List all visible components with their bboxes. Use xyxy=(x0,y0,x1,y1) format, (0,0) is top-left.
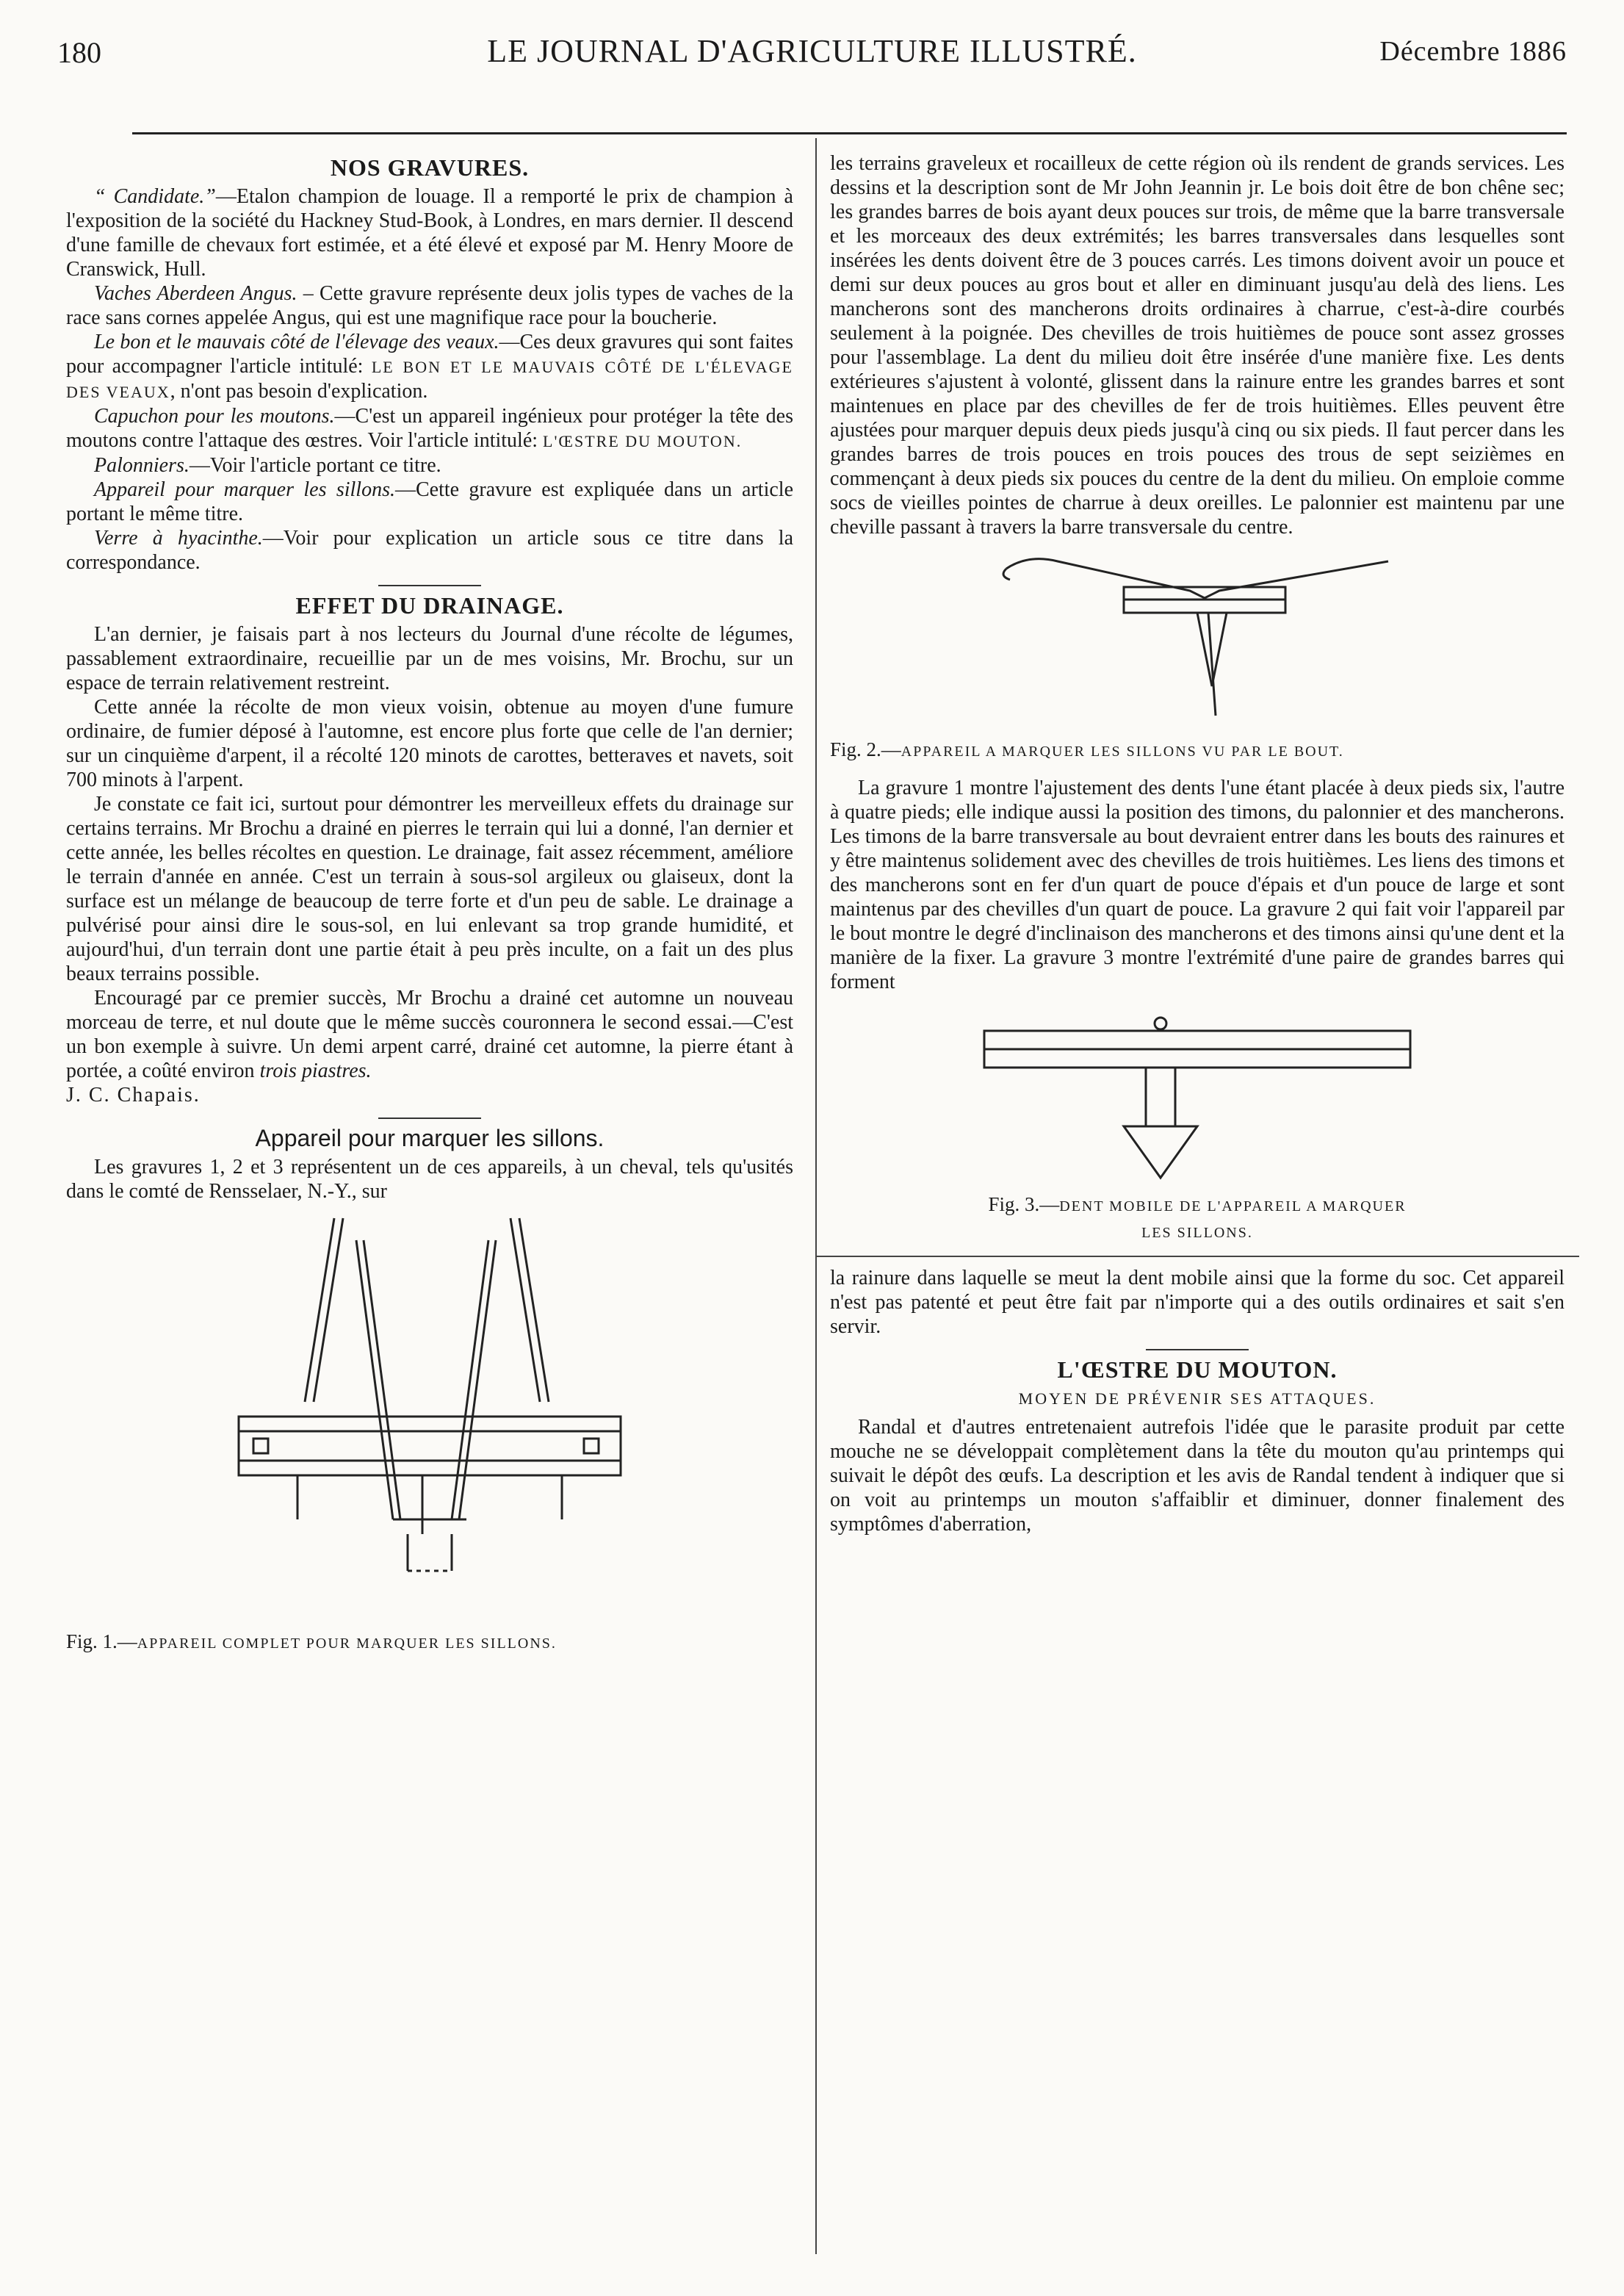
figure-1-caption xyxy=(66,1630,793,1656)
italic-amount: trois piastres. xyxy=(259,1059,372,1082)
page-number: 180 xyxy=(57,36,101,69)
lead-italic: “ Candidate.” xyxy=(94,185,216,208)
figure-label: Fig. 1.— xyxy=(66,1630,137,1652)
caption-text: APPAREIL A MARQUER LES SILLONS VU PAR LE BOUT. xyxy=(901,744,1344,760)
paragraph: Je constate ce fait ici, surtout pour démontrer les merveilleux effets du drainage sur certains terrains. Mr Brochu a drainé en pierres le terrain qui lui a donné, l'an dernier et cette année, les belles récoltes en question. Le drainage, fait assez récemment, améliore le terrain d'année en année. C'est un terrain à sous-sol argileux ou glaiseux, dont la surface est un mélange de beaucoup de terre forte et d'un peu de sable. Le drainage a pulvérisé pour ainsi dire le sous-sol, en lui enlevant sa trop grande humidité, et aujourd'hui, d'un terrain dont une partie était à peu près inculte, on a fait un des plus beaux terrains possible. xyxy=(66,793,793,985)
text: —Cette gravure est expliquée dans un article portant le même titre. xyxy=(66,478,793,525)
furrow-marker-complete-drawing xyxy=(224,1211,635,1622)
lead-italic: Capuchon pour les moutons. xyxy=(94,405,335,428)
paragraph: La gravure 1 montre l'ajustement des dents l'une étant placée à deux pieds six, l'autre à quatre pieds; elle indique aussi la position des timons, du palonnier et des mancherons. Les timons de la barre transversale au bout devraient entrer dans les bouts des rainures et y être maintenus solidement avec des chevilles de trois huitièmes. Les liens des timons et des mancherons sont en fer d'un quart de pouce d'épais et d'un pouce de large et sont maintenus par des chevilles d'un quart de pouce. La gravure 2 qui fait voir l'appareil par le bout montre le degré d'inclinaison des mancherons et des timons ainsi qu'une dent et la manière de la fixer. La gravure 3 montre l'extrémité d'une paire de grandes barres qui forment xyxy=(830,777,1565,993)
caption-text: APPAREIL COMPLET POUR MARQUER LES SILLONS. xyxy=(137,1635,557,1652)
paragraph xyxy=(66,184,793,281)
paragraph: Les gravures 1, 2 et 3 représentent un de ces appareils, à un cheval, tels qu'usités dans le comté de Rensselaer, N.-Y., sur xyxy=(66,1156,793,1203)
paragraph xyxy=(66,453,793,478)
section-title-appareil: Appareil pour marquer les sillons. xyxy=(255,1125,605,1151)
text: —Voir l'article portant ce titre. xyxy=(189,454,441,477)
paragraph xyxy=(66,986,793,1083)
figure-2-caption xyxy=(830,738,1565,764)
section-subtitle: MOYEN DE PRÉVENIR SES ATTAQUES. xyxy=(1018,1389,1376,1408)
movable-tooth-drawing xyxy=(970,1001,1425,1185)
lead-italic: Palonniers. xyxy=(94,454,190,477)
text: Encouragé par ce premier succès, Mr Brochu a drainé cet automne un nouveau morceau de terre, et nul doute que le même succès couronnera le second essai.—C'est un bon exemple à suivre. Un demi arpent carré, drainé cet automne, la pierre étant à portée, a coûté environ xyxy=(66,987,793,1082)
header-rule xyxy=(132,132,1567,134)
text: —C'est un appareil ingénieux pour protéger la tête des moutons contre l'attaque des œstres. Voir l'article intitulé: xyxy=(66,405,793,452)
section-rule xyxy=(1146,1349,1249,1350)
text: – Cette gravure représente deux jolis types de vaches de la race sans cornes appelée Angus, qui est une magnifique race pour la boucherie. xyxy=(66,282,794,329)
figure-3-illustration xyxy=(830,1001,1565,1185)
figure-3-caption xyxy=(830,1192,1565,1245)
paragraph: L'an dernier, je faisais part à nos lecteurs du Journal d'une récolte de légumes, passablement extraordinaire, recueillie par un de mes voisins, Mr. Brochu, sur un espace de terrain relativement restreint. xyxy=(66,623,793,694)
section-title-effet-drainage: EFFET DU DRAINAGE. xyxy=(295,592,564,619)
column-divider xyxy=(815,138,817,2254)
lead-italic: Vaches Aberdeen Angus. xyxy=(94,282,297,305)
furrow-marker-end-view-drawing xyxy=(977,547,1418,730)
paragraph xyxy=(66,404,793,453)
paragraph xyxy=(66,330,793,404)
lead-italic: Le bon et le mauvais côté de l'élevage des veaux. xyxy=(94,331,499,353)
running-head xyxy=(57,32,1567,76)
figure-label: Fig. 3.— xyxy=(988,1193,1060,1215)
author-signature: J. C. Chapais. xyxy=(66,1084,201,1106)
paragraph xyxy=(66,526,793,575)
small-caps-ref: L'ŒSTRE DU MOUTON. xyxy=(543,432,743,450)
caption-text: DENT MOBILE DE L'APPAREIL A MARQUER xyxy=(1059,1198,1407,1214)
lead-italic: Appareil pour marquer les sillons. xyxy=(94,478,395,501)
left-column xyxy=(66,151,793,1656)
paragraph: Cette année la récolte de mon vieux voisin, obtenue au moyen d'une fumure ordinaire, de fumier déposé à l'automne, est encore plus forte que celle de l'an dernier; sur un cinquième d'arpent, il a récolté 120 minots de carottes, betteraves et navets, soit 700 minots à l'arpent. xyxy=(66,696,793,791)
issue-date: Décembre 1886 xyxy=(1379,36,1567,67)
lead-italic: Verre à hyacinthe. xyxy=(94,527,263,550)
text: , n'ont pas besoin d'explication. xyxy=(170,380,428,403)
paragraph xyxy=(66,281,793,330)
figure-2-illustration xyxy=(830,547,1565,730)
section-title-oestre: L'ŒSTRE DU MOUTON. xyxy=(1057,1356,1338,1383)
section-rule xyxy=(378,585,481,586)
paragraph: Randal et d'autres entretenaient autrefois l'idée que le parasite produit par cette mouche ne se développait complètement dans la tête du mouton qu'au printemps qui suivait le dépôt des œufs. La description et les avis de Randal tendent à indiquer que si on voit au printemps un mouton s'affaiblir et diminuer, donner finalement des symptômes d'aberration, xyxy=(830,1416,1565,1536)
caption-text: LES SILLONS. xyxy=(1141,1225,1253,1241)
section-title-nos-gravures: NOS GRAVURES. xyxy=(330,154,530,181)
figure-1-illustration xyxy=(66,1211,793,1622)
figure-label: Fig. 2.— xyxy=(830,738,901,760)
column-rule xyxy=(815,1256,1579,1257)
section-rule xyxy=(378,1118,481,1119)
paragraph xyxy=(66,478,793,526)
paragraph: la rainure dans laquelle se meut la dent mobile ainsi que la forme du soc. Cet appareil n'est pas patenté et peut être fait par n'importe qui a des outils ordinaires et sait s'en servir. xyxy=(830,1267,1565,1338)
text: —Ces deux gravures qui sont faites pour accompagner l'article intitulé: xyxy=(66,331,793,378)
paragraph: les terrains graveleux et rocailleux de cette région où ils rendent de grands services. Les dessins et la description sont de Mr John Jeannin jr. Le bois doit être de bon chêne sec; les grandes barres de bois ayant deux pouces sur trois, de même que la barre transversale et les morceaux des deux extrémités; les barres transversales dans lesquelles sont insérées les dents doivent être de 3 pouces carrés. Les timons doivent avoir un pouce et demi sur deux pouces au gros bout et aller en diminuant jusqu'au delà des liens. Les mancherons sont des mancherons droits ordinaires à charrue, c'est-à-dire courbés seulement à la poignée. Des chevilles de trois huitièmes de pouce sont assez grosses pour l'assemblage. La dent du milieu doit être insérée d'une manière fixe. Les dents extérieures s'ajustent à volonté, glissent dans la rainure entre les grandes barres et sont maintenues en place par des chevilles de fer de trois huitièmes. Elles peuvent être ajustées pour marquer depuis deux pieds jusqu'à cinq ou six pieds. Il faut percer dans les grandes barres de trois pouces en trois pouces des trous de sept seizièmes en commençant à deux pieds six pouces du centre de la dent du milieu. On emploie comme socs de vieilles pointes de charrue à deux oreilles. Le palonnier est maintenu par une cheville passant à travers la barre transversale du centre. xyxy=(830,152,1565,539)
right-column xyxy=(830,151,1565,1536)
text: —Etalon champion de louage. Il a remporté le prix de champion à l'exposition de la société du Hackney Stud-Book, à Londres, en mars dernier. Il descend d'une famille de chevaux fort estimée, et a été élevé et exposé par M. Henry Moore de Cranswick, Hull. xyxy=(66,185,793,281)
journal-title: LE JOURNAL D'AGRICULTURE ILLUSTRÉ. xyxy=(487,33,1137,69)
text: —Voir pour explication un article sous ce titre dans la correspondance. xyxy=(66,527,793,574)
small-caps-ref: LE BON ET LE MAUVAIS CÔTÉ DE L'ÉLEVAGE DES VEAUX xyxy=(66,358,793,401)
